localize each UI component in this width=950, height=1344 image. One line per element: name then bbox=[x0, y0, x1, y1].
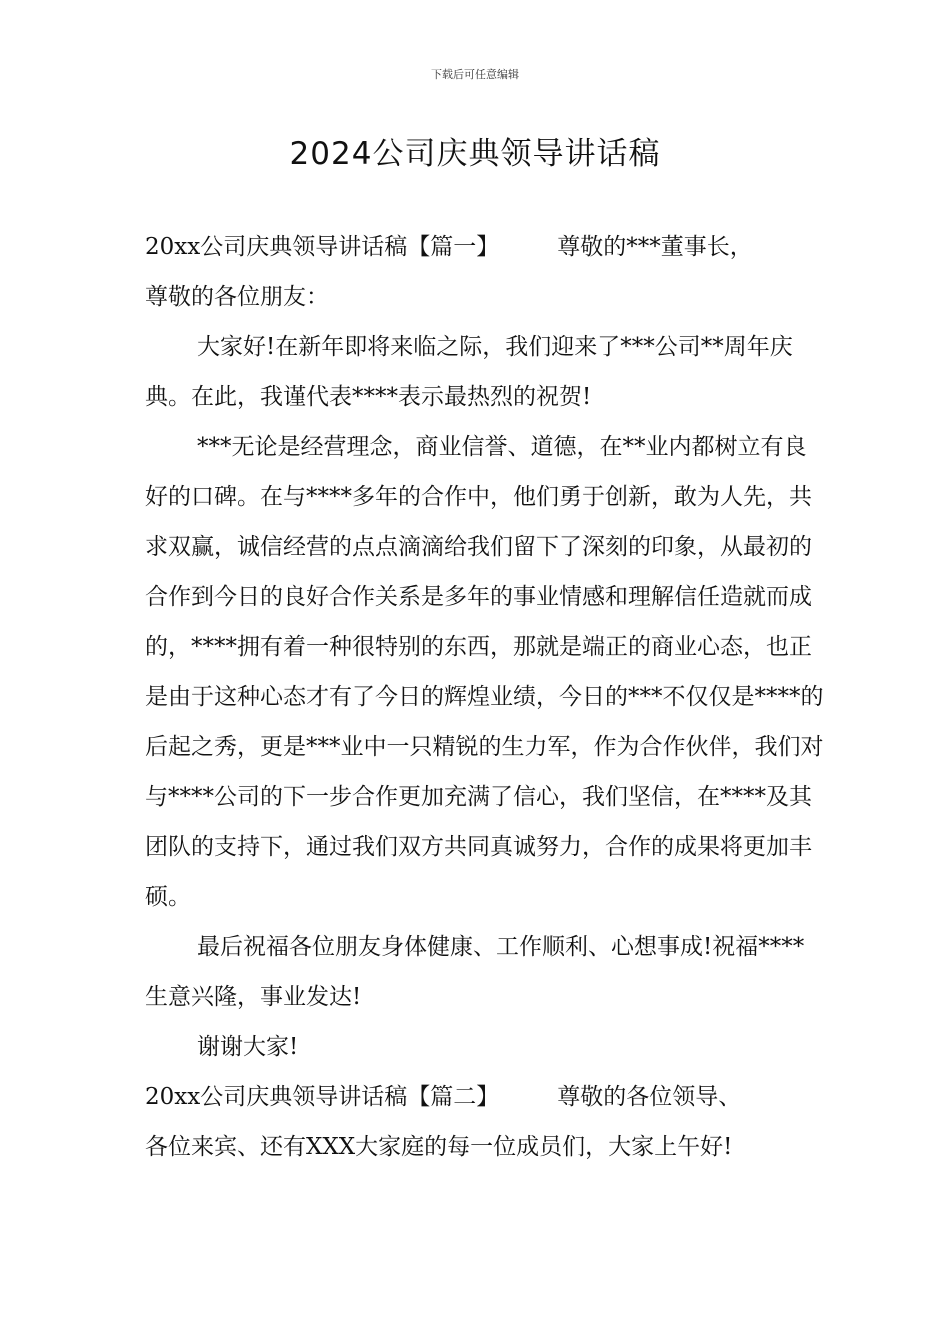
section-2-heading: 20xx公司庆典领导讲话稿【篇二】 bbox=[145, 1084, 500, 1110]
section-2-salutation-cont: 各位来宾、还有XXX大家庭的每一位成员们，大家上午好! bbox=[145, 1134, 733, 1160]
section-2-heading-line bbox=[145, 1072, 825, 1122]
section-1-paragraph-2: ***无论是经营理念，商业信誉、道德，在**业内都树立有良好的口碑。在与****多年的合作中，他们勇于创新，敢为人先，共求双赢，诚信经营的点点滴滴给我们留下了深刻的印象，从最初的合作到今日的良好合作关系是多年的事业情感和理解信任造就而成的，****拥有着一种很特别的东西，那就是端正的商业心态，也正是由于这种心态才有了今日的辉煌业绩，今日的***不仅仅是****的后起之秀，更是***业中一只精锐的生力军，作为合作伙伴，我们对与****公司的下一步合作更加充满了信心，我们坚信，在****及其团队的支持下，通过我们双方共同真诚努力，合作的成果将更加丰硕。 bbox=[145, 434, 824, 910]
section-1-salutation-cont: 尊敬的各位朋友： bbox=[145, 284, 329, 310]
section-1-paragraph-1: 大家好!在新年即将来临之际，我们迎来了***公司**周年庆典。在此，我谨代表****表示最热烈的祝贺! bbox=[145, 334, 793, 410]
section-1-heading: 20xx公司庆典领导讲话稿【篇一】 bbox=[145, 234, 500, 260]
section-1-heading-line bbox=[145, 222, 825, 272]
header-note: 下载后可任意编辑 bbox=[431, 68, 519, 81]
section-1-paragraph-3: 最后祝福各位朋友身体健康、工作顺利、心想事成!祝福****生意兴隆，事业发达! bbox=[145, 934, 805, 1010]
section-1-salutation: 尊敬的***董事长， bbox=[557, 234, 753, 260]
page-title: 2024公司庆典领导讲话稿 bbox=[289, 136, 661, 172]
section-1-paragraph-4: 谢谢大家! bbox=[197, 1034, 299, 1060]
section-2-salutation: 尊敬的各位领导、 bbox=[557, 1084, 742, 1110]
document-body bbox=[145, 222, 825, 1172]
